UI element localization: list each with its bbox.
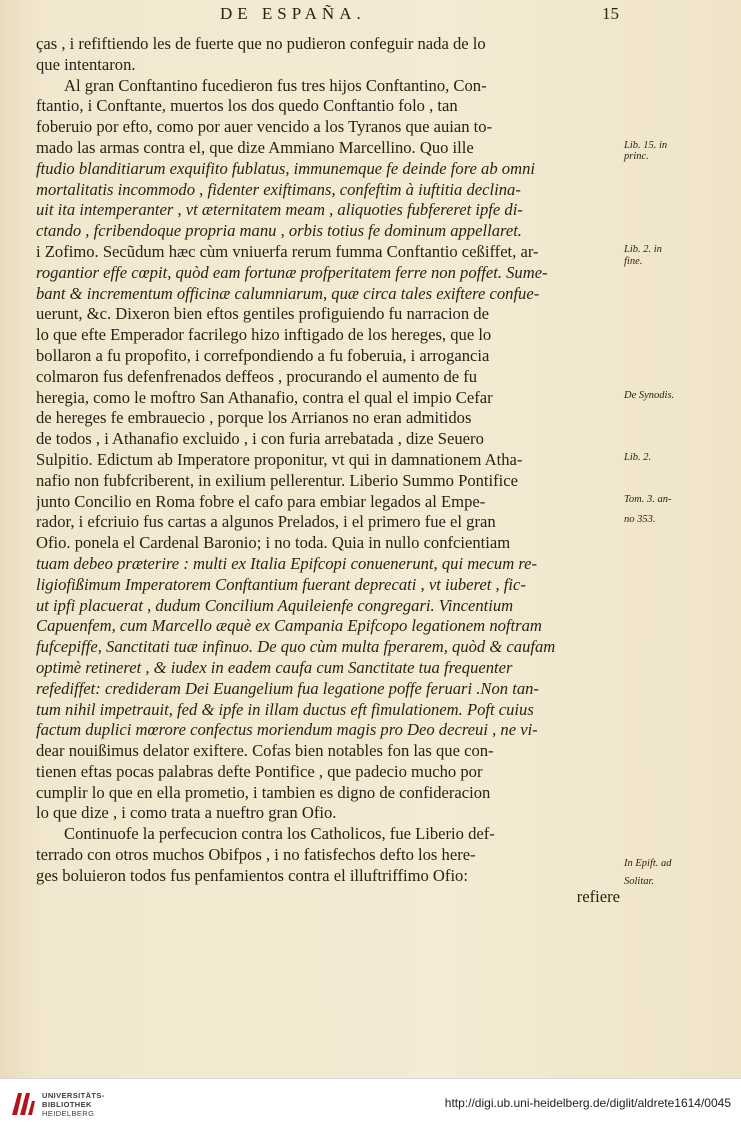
text-line: tum nihil impetrauit, fed & ipfe in illam ductus eft fimulationem. Poft cuius bbox=[36, 699, 534, 719]
text-line: lo que efte Emperador facrilego hizo inftigado de los hereges, que lo bbox=[36, 325, 492, 345]
text-line: rogantior effe cœpit, quòd eam fortunæ profperitatem ferre non poffet. Sume- bbox=[36, 262, 548, 282]
text-line: ut ipfi placuerat , dudum Concilium Aquileienfe congregari. Vincentium bbox=[36, 595, 514, 615]
text-line: tienen eftas pocas palabras defte Pontifice , que padecio mucho por bbox=[36, 761, 483, 781]
footer-bar bbox=[0, 1078, 741, 1133]
text-line: refediffet: credideram Dei Euangelium fua legatione poffe feruari .Non tan- bbox=[36, 678, 539, 698]
university-logo-icon bbox=[8, 1089, 38, 1119]
text-line: de todos , i Athanafio excluido , i con furia arrebatada , dize Seuero bbox=[36, 429, 484, 449]
margin-note: fine. bbox=[624, 256, 643, 268]
text-line: ctando , fcribendoque propria manu , orbis totius fe dominum appellaret. bbox=[36, 221, 522, 241]
text-line: mado las armas contra el, que dize Ammiano Marcellino. Quo ille bbox=[36, 137, 474, 157]
text-line: ges boluieron todos fus penfamientos contra el illuftriffimo Ofio: bbox=[36, 865, 468, 885]
text-line: optimè retineret , & iudex in eadem caufa cum Sanctitate tua frequenter bbox=[36, 657, 513, 677]
body-text bbox=[36, 34, 620, 907]
text-line: lo que dize , i como trata a nueftro gran Ofio. bbox=[36, 803, 337, 823]
text-line: factum duplici mœrore confectus moriendum magis pro Deo decreui , ne vi- bbox=[36, 720, 538, 740]
text-line: refiere bbox=[576, 886, 620, 906]
text-line: Ofio. ponela el Cardenal Baronio; i no toda. Quia in nullo confcientiam bbox=[36, 533, 511, 553]
text-line: Continuofe la perfecucion contra los Catholicos, fue Liberio def- bbox=[64, 824, 495, 844]
text-line: heregia, como le moftro San Athanafio, contra el qual el impio Cefar bbox=[36, 387, 493, 407]
text-line: ftantio, i Conftante, muertos los dos quedo Conftantio folo , tan bbox=[36, 96, 458, 116]
page-number: 15 bbox=[602, 4, 619, 23]
running-header: DE ESPAÑA. bbox=[220, 4, 366, 23]
text-line: Al gran Conftantino fucedieron fus tres hijos Conftantino, Con- bbox=[64, 75, 487, 95]
text-line: que intentaron. bbox=[36, 54, 136, 74]
text-line: nafio non fubfcriberent, in exilium pellerentur. Liberio Summo Pontifice bbox=[36, 470, 519, 490]
text-line: dear nouißimus delator exiftere. Cofas bien notables fon las que con- bbox=[36, 741, 494, 761]
margin-note: De Synodis. bbox=[624, 389, 675, 401]
margin-note: Lib. 2. in bbox=[624, 244, 662, 255]
text-line: i Zofimo. Secũdum hæc cùm vniuerfa rerum fumma Conftantio ceßiffet, ar- bbox=[36, 241, 539, 261]
margin-note: Lib. 2. bbox=[624, 452, 652, 463]
text-line: foberuio por efto, como por auer vencido a los Tyranos que auian to- bbox=[36, 117, 493, 137]
margin-note: princ. bbox=[624, 151, 649, 163]
text-line: junto Concilio en Roma fobre el cafo para embiar legados al Empe- bbox=[36, 491, 486, 511]
text-line: mortalitatis incommodo , fidenter exiftimans, confeftim à iuftitia declina- bbox=[36, 179, 521, 199]
text-line: tuam debeo præterire : multi ex Italia Epifcopi conuenerunt, qui mecum re- bbox=[36, 553, 538, 573]
institution-name: UNIVERSITÄTS- BIBLIOTHEK HEIDELBERG bbox=[42, 1091, 105, 1118]
source-url-link[interactable]: http://digi.ub.uni-heidelberg.de/diglit/aldrete1614/0045 bbox=[444, 1096, 731, 1110]
text-line: fufcepiffe, Sanctitati tuæ infinuo. De quo cùm multa fperarem, quòd & caufam bbox=[36, 637, 556, 657]
text-line: uit ita intemperanter , vt æternitatem meam , aliquoties fubfereret ipfe di- bbox=[36, 200, 523, 220]
text-line: uerunt, &c. Dixeron bien eftos gentiles profiguiendo fu narracion de bbox=[36, 304, 489, 324]
text-line: ftudio blanditiarum exquifito fublatus, immunemque fe deinde fore ab omni bbox=[36, 158, 535, 178]
margin-note: Lib. 15. in bbox=[624, 140, 668, 151]
margin-note: Solitar. bbox=[624, 876, 655, 888]
text-line: bant & incrementum officinæ calumniarum, quæ circa tales exiftere confue- bbox=[36, 283, 540, 303]
margin-note: Tom. 3. an- bbox=[624, 493, 672, 505]
text-line: colmaron fus defenfrenados deffeos , procurando el aumento de fu bbox=[36, 366, 478, 386]
text-line: Capuenfem, cum Marcello æquè ex Campania Epifcopo legationem noftram bbox=[36, 616, 542, 636]
margin-note: In Epift. ad bbox=[624, 857, 672, 869]
text-line: de hereges fe embrauecio , porque los Arrianos no eran admitidos bbox=[36, 408, 472, 428]
text-line: cumplir lo que en ella prometio, i tambien es digno de confideracion bbox=[36, 782, 491, 802]
text-line: ligiofißimum Imperatorem Conftantium fuerant deprecati , vt iuberet , fic- bbox=[36, 574, 526, 594]
text-line: terrado con otros muchos Obifpos , i no fatisfechos defto los here- bbox=[36, 845, 476, 865]
text-line: Sulpitio. Edictum ab Imperatore proponitur, vt qui in damnationem Atha- bbox=[36, 449, 523, 469]
text-line: ças , i refiftiendo les de fuerte que no pudieron confeguir nada de lo bbox=[36, 34, 486, 53]
text-line: bollaron a fu propofito, i correfpondiendo a fu foberuia, i arrogancia bbox=[36, 345, 490, 365]
text-line: rador, i efcriuio fus cartas a algunos Prelados, i el primero fue el gran bbox=[36, 512, 496, 532]
margin-note: no 353. bbox=[624, 514, 656, 526]
